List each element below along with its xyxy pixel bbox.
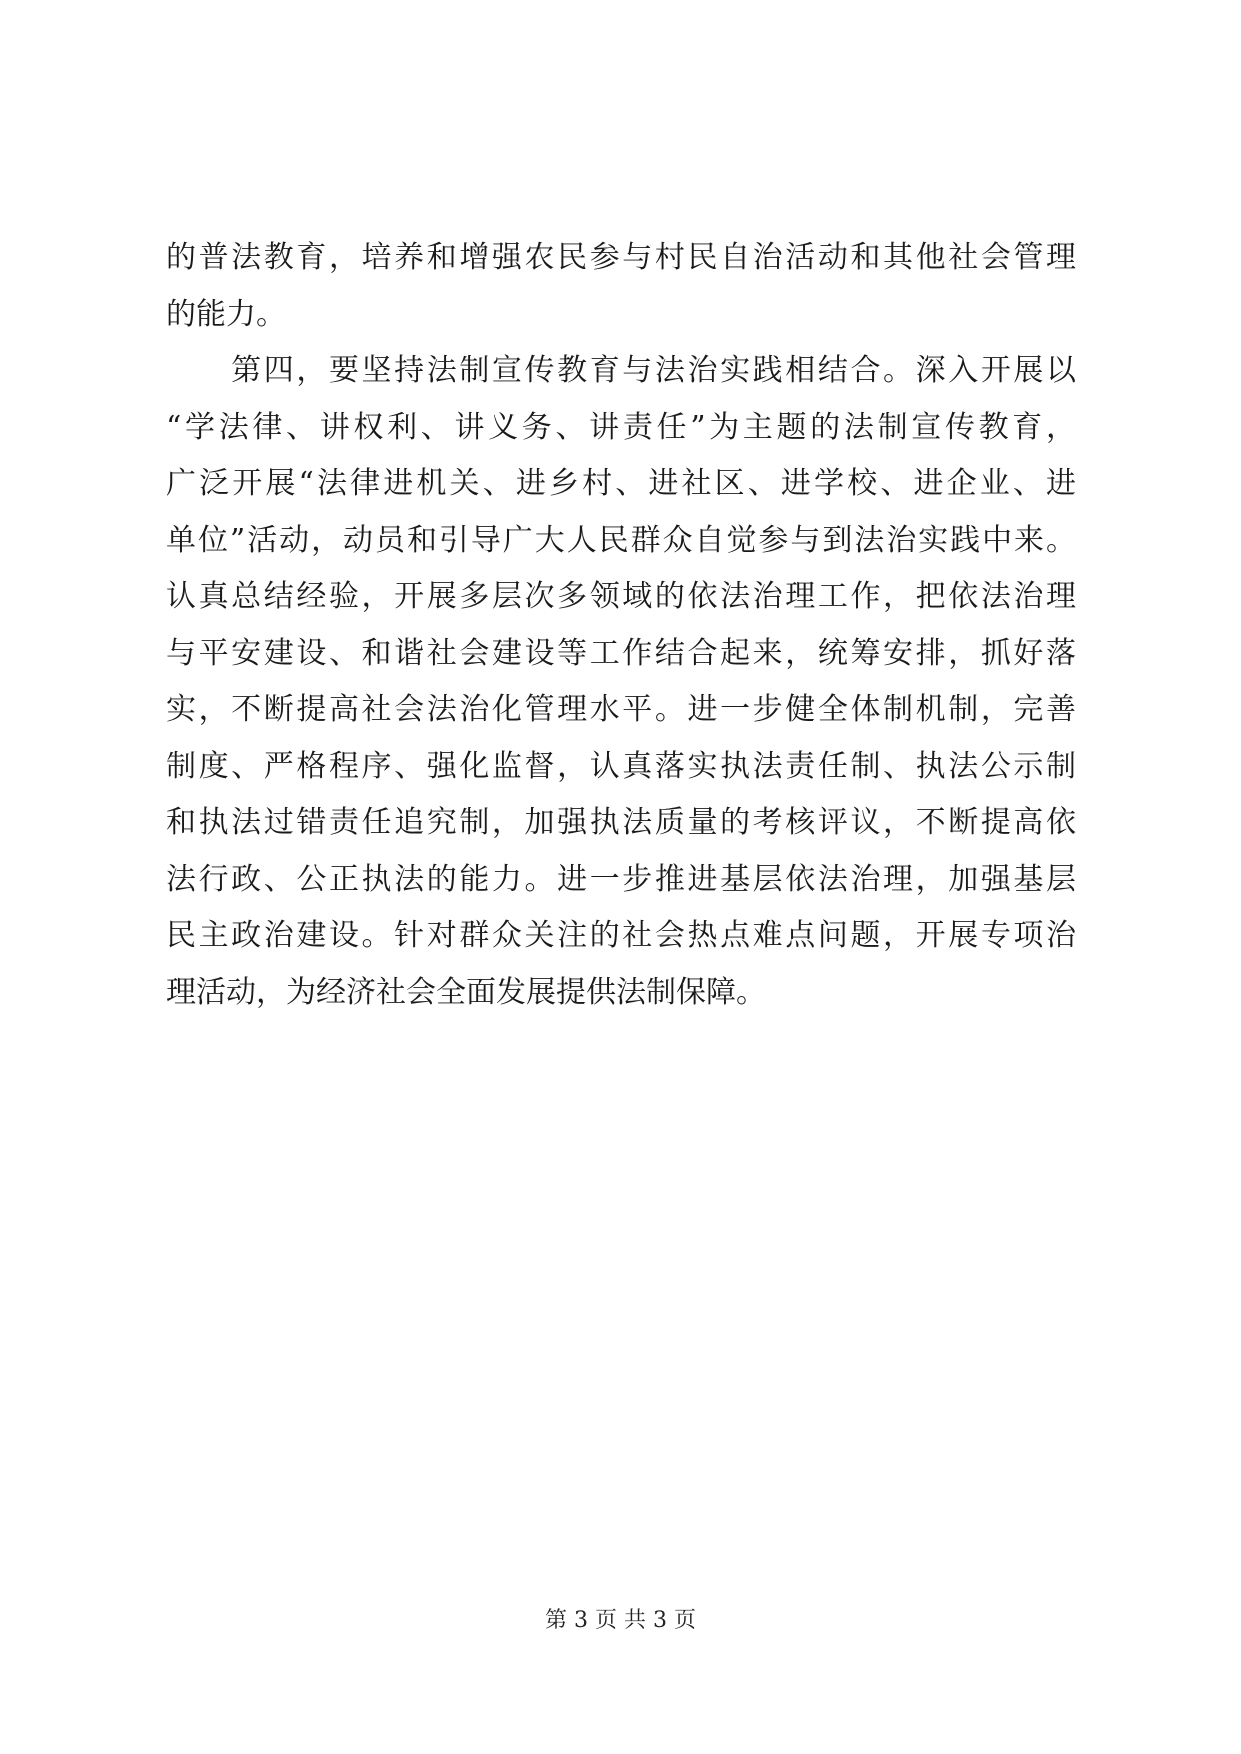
text-line: 认真总结经验，开展多层次多领域的依法治理工作，把依法治理 — [166, 579, 1076, 614]
page-number-footer: 第 3 页 共 3 页 — [545, 1608, 696, 1633]
paragraph-start-line: 第四，要坚持法制宣传教育与法治实践相结合。深入开展以 — [166, 353, 1076, 388]
text-line: 理活动，为经济社会全面发展提供法制保障。 — [166, 974, 766, 1010]
body-text — [166, 230, 1076, 1021]
text-line: 单位”活动，动员和引导广大人民群众自觉参与到法治实践中来。 — [166, 522, 1076, 558]
text-line: 和执法过错责任追究制，加强执法质量的考核评议，不断提高依 — [166, 805, 1076, 840]
text-line: 与平安建设、和谐社会建设等工作结合起来，统筹安排，抓好落 — [166, 635, 1076, 671]
text-line: 的能力。 — [166, 296, 286, 332]
text-line: 广泛开展“法律进机关、进乡村、进社区、进学校、进企业、进 — [166, 466, 1076, 501]
text-line: 的普法教育，培养和增强农民参与村民自治活动和其他社会管理 — [166, 240, 1076, 275]
text-line: 法行政、公正执法的能力。进一步推进基层依法治理，加强基层 — [166, 861, 1076, 897]
text-line: 民主政治建设。针对群众关注的社会热点难点问题，开展专项治 — [166, 918, 1076, 953]
text-line: “学法律、讲权利、讲义务、讲责任”为主题的法制宣传教育， — [166, 409, 1076, 445]
text-line: 实，不断提高社会法治化管理水平。进一步健全体制机制，完善 — [166, 692, 1076, 727]
text-line: 制度、严格程序、强化监督，认真落实执法责任制、执法公示制 — [166, 748, 1076, 784]
